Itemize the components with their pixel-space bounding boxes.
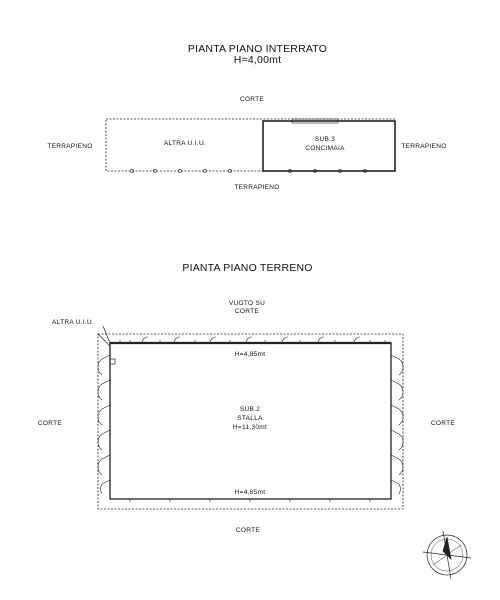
ground-outer-outline xyxy=(98,334,403,509)
basement-label-top: CORTE xyxy=(239,96,265,103)
ground-right-doors xyxy=(391,355,403,494)
basement-plan xyxy=(106,119,395,173)
basement-room-concimaia xyxy=(263,121,395,171)
ground-room-height: H=11,30mt xyxy=(232,424,268,431)
basement-label-left: TERRAPIENO xyxy=(47,143,93,150)
basement-room-left: ALTRA U.I.U. xyxy=(163,140,207,147)
ground-height-bottom: H=4,85mt xyxy=(234,489,266,496)
ground-corner-unit xyxy=(98,326,115,364)
ground-label-top-2: CORTE xyxy=(234,308,260,315)
basement-outline xyxy=(106,119,395,171)
ground-room-stalla xyxy=(110,343,391,499)
basement-title: PIANTA PIANO INTERRATO xyxy=(187,43,328,55)
ground-title: PIANTA PIANO TERRENO xyxy=(182,262,313,274)
basement-room-right-sub: SUB.3 xyxy=(314,136,336,143)
ground-room-sub: SUB.2 xyxy=(239,406,261,413)
basement-height: H=4,00mt xyxy=(233,54,282,66)
ground-label-right: CORTE xyxy=(430,420,456,427)
basement-label-bottom: TERRAPIENO xyxy=(234,184,280,191)
ground-left-doors xyxy=(98,355,110,494)
ground-height-top: H=4,85mt xyxy=(234,351,266,358)
ground-corner-label: ALTRA U.I.U. xyxy=(52,319,95,326)
ground-plan xyxy=(98,326,403,509)
ground-label-top-1: VUOTO SU xyxy=(228,300,266,307)
north-arrow-icon xyxy=(423,531,471,579)
ground-room-name: STALLA xyxy=(237,415,263,422)
basement-label-right: TERRAPIENO xyxy=(401,143,447,150)
ground-label-left: CORTE xyxy=(37,420,63,427)
ground-label-bottom: CORTE xyxy=(235,527,261,534)
basement-room-right-name: CONCIMAIA xyxy=(305,145,345,152)
